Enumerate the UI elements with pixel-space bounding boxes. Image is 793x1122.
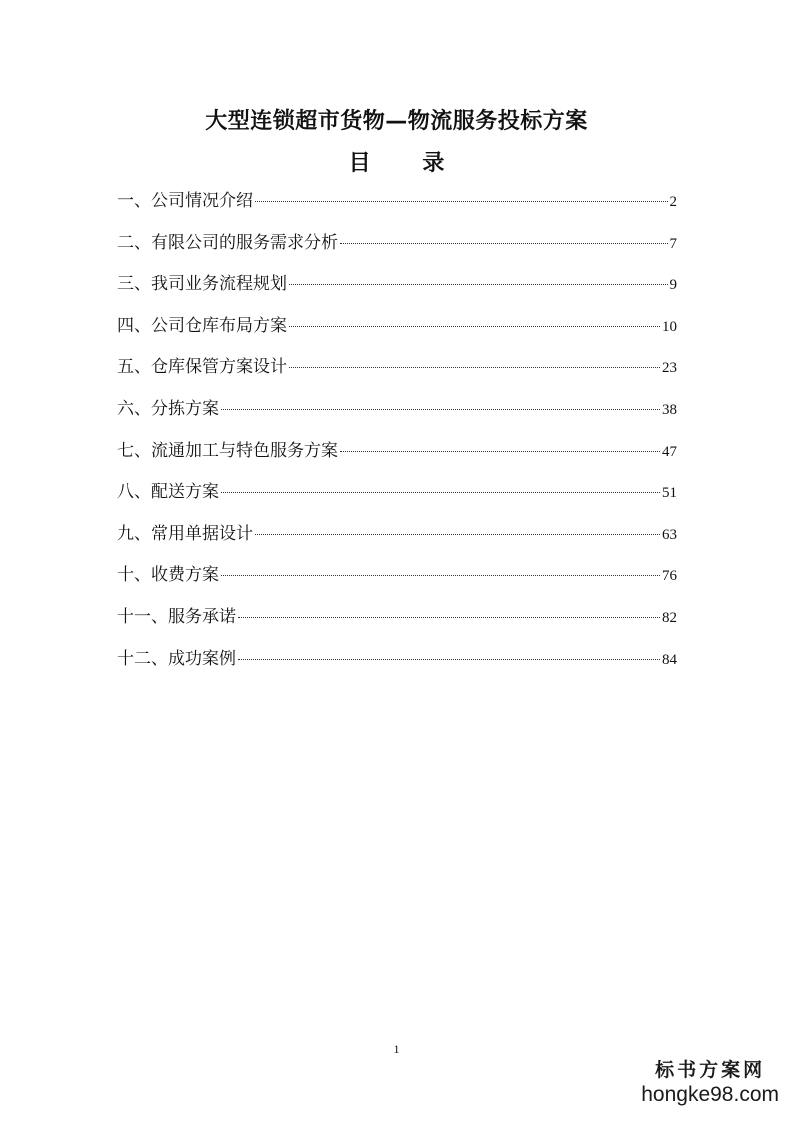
table-of-contents (117, 186, 677, 685)
toc-dot-leader (289, 283, 668, 285)
toc-entry-label: 十二、成功案例 (117, 648, 236, 669)
watermark (641, 1058, 779, 1108)
toc-entry-label: 十一、服务承诺 (117, 606, 236, 627)
toc-dot-leader (255, 200, 668, 202)
page-number: 1 (393, 1042, 400, 1056)
toc-entry-page: 51 (662, 485, 677, 502)
toc-entry-label: 二、有限公司的服务需求分析 (117, 232, 338, 253)
toc-entry-page: 9 (669, 277, 677, 294)
toc-entry[interactable] (117, 519, 677, 561)
toc-dot-leader (289, 325, 660, 327)
document-title: 大型连锁超市货物—物流服务投标方案 (205, 109, 588, 134)
toc-entry[interactable] (117, 311, 677, 353)
toc-dot-leader (238, 658, 660, 660)
toc-entry-label: 一、公司情况介绍 (117, 191, 253, 211)
toc-entry[interactable] (117, 186, 677, 228)
toc-entry[interactable] (117, 394, 677, 436)
toc-entry-page: 63 (662, 526, 677, 543)
toc-dot-leader (255, 533, 660, 535)
toc-entry-label: 六、分拣方案 (117, 398, 219, 419)
toc-dot-leader (221, 408, 660, 410)
toc-entry-page: 10 (662, 318, 677, 335)
toc-entry-page: 2 (669, 194, 677, 210)
toc-entry-label: 十、收费方案 (117, 565, 219, 586)
toc-entry-label: 七、流通加工与特色服务方案 (117, 440, 338, 461)
toc-entry[interactable] (117, 269, 677, 311)
toc-entry[interactable] (117, 477, 677, 519)
toc-entry-page: 82 (662, 609, 677, 626)
toc-entry-page: 84 (662, 651, 677, 668)
toc-entry-page: 23 (662, 360, 677, 377)
toc-dot-leader (221, 491, 660, 493)
toc-entry-label: 三、我司业务流程规划 (117, 274, 287, 295)
toc-entry-page: 7 (669, 235, 677, 252)
toc-entry[interactable] (117, 644, 677, 686)
toc-entry[interactable] (117, 228, 677, 270)
watermark-url: hongke98.com (641, 1083, 779, 1106)
toc-entry-label: 八、配送方案 (117, 482, 219, 503)
toc-entry-label: 五、仓库保管方案设计 (117, 357, 287, 378)
toc-dot-leader (340, 242, 668, 244)
toc-dot-leader (289, 366, 660, 368)
toc-entry-page: 76 (662, 568, 677, 585)
toc-entry-page: 47 (662, 443, 677, 460)
toc-entry-label: 九、常用单据设计 (117, 523, 253, 544)
toc-entry[interactable] (117, 602, 677, 644)
toc-entry[interactable] (117, 352, 677, 394)
toc-dot-leader (340, 450, 660, 452)
toc-entry[interactable] (117, 436, 677, 478)
toc-dot-leader (221, 574, 660, 576)
toc-entry-label: 四、公司仓库布局方案 (117, 315, 287, 336)
toc-heading: 目 录 (348, 151, 467, 176)
toc-entry-page: 38 (662, 401, 677, 418)
toc-entry[interactable] (117, 560, 677, 602)
watermark-name: 标书方案网 (655, 1059, 766, 1081)
toc-dot-leader (238, 616, 660, 618)
